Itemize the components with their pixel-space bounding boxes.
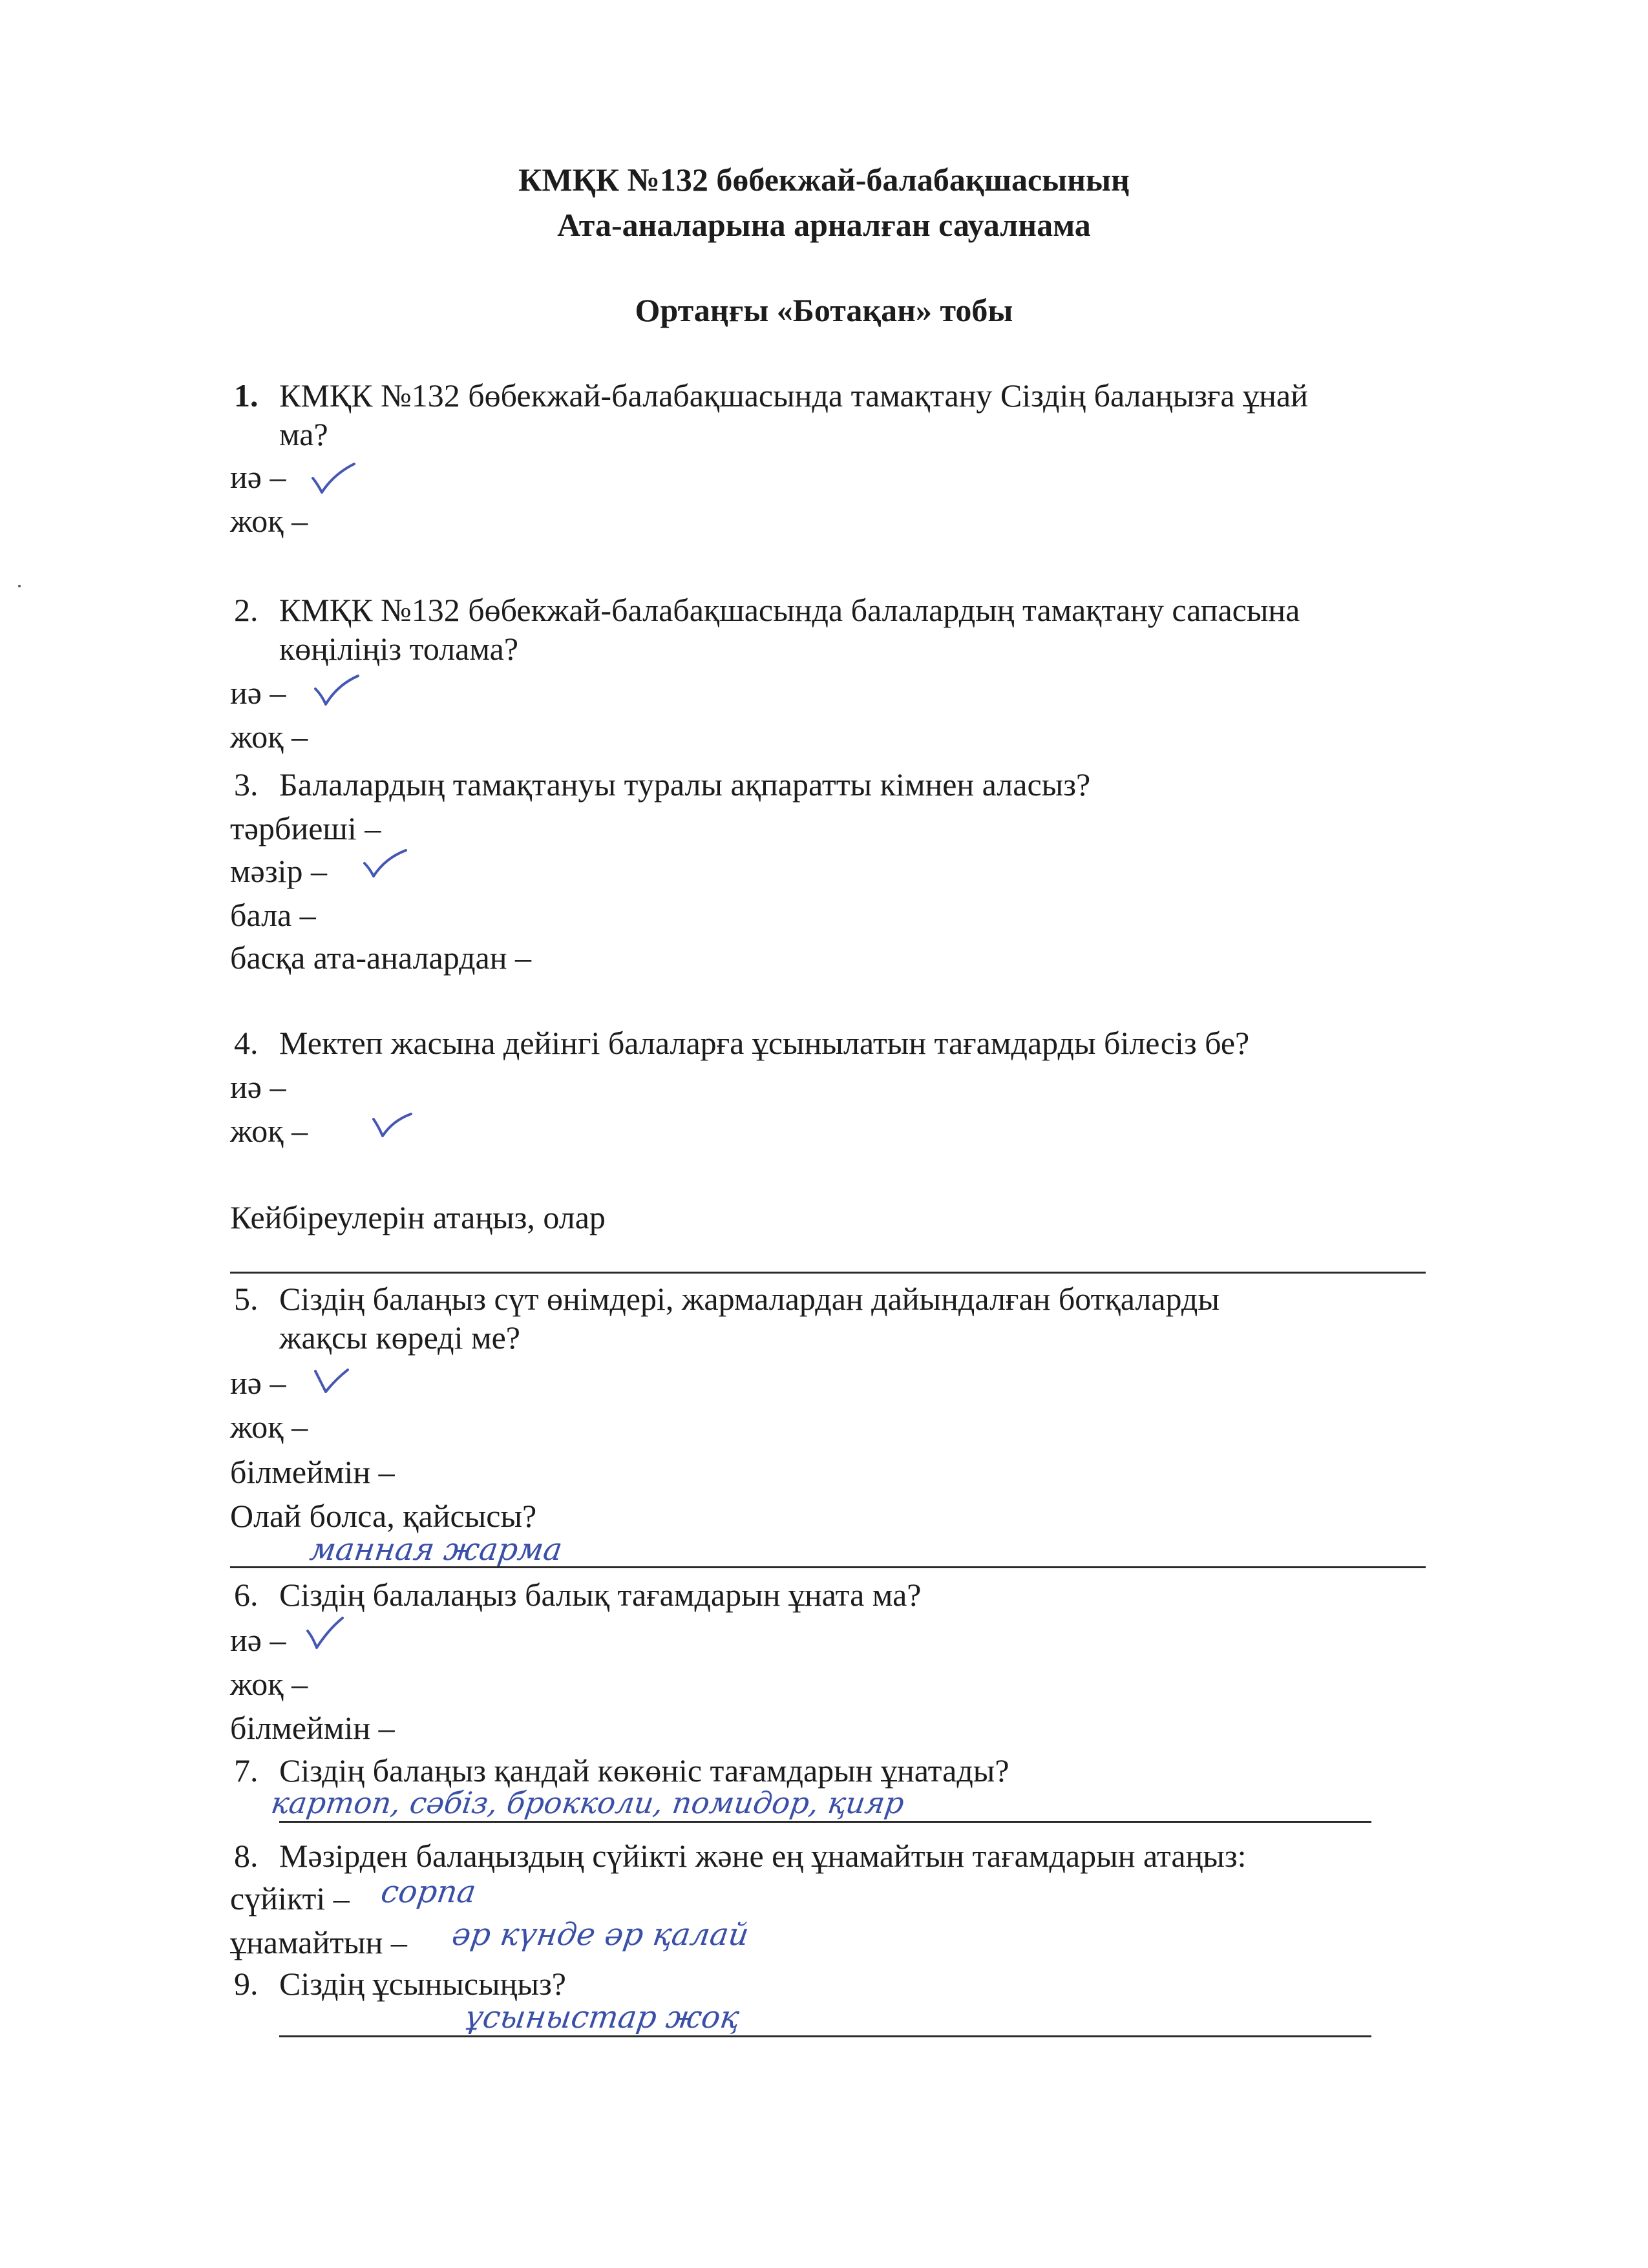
- form-subtitle: Ата-аналарына арналған сауалнама: [557, 207, 1091, 243]
- q2-option-yes: иә –: [230, 675, 286, 711]
- q1-text-cont: ма?: [279, 416, 328, 452]
- q5-text: Сіздің балаңыз сүт өнімдері, жармалардан дайындалған ботқаларды: [279, 1281, 1220, 1317]
- q5-option-no: жоқ –: [230, 1409, 308, 1445]
- q5-option-unknown: білмеймін –: [230, 1454, 395, 1490]
- q4-follow-up: Кейбіреулерін атаңыз, олар: [230, 1199, 606, 1235]
- q5-follow-up: Олай болса, қайсысы?: [230, 1498, 537, 1534]
- q4-text: Мектеп жасына дейінгі балаларға ұсынылатын тағамдарды білесіз бе?: [279, 1025, 1250, 1061]
- q6-text: Сіздің балалаңыз балық тағамдарын ұната ма?: [279, 1577, 922, 1613]
- q1-text: КМҚК №132 бөбекжай-балабақшасында тамақтану Сіздің балаңызға ұнай: [279, 377, 1308, 414]
- q4-option-yes: иә –: [230, 1069, 286, 1105]
- q2-option-no: жоқ –: [230, 719, 308, 755]
- checkmark-icon: [312, 672, 363, 711]
- q6-number: 6.: [234, 1577, 259, 1613]
- q7-text: Сіздің балаңыз қандай көкөніс тағамдарын ұнатады?: [279, 1752, 1009, 1789]
- q5-number: 5.: [234, 1281, 259, 1317]
- q8-favorite-answer: сорпа: [379, 1874, 478, 1910]
- q3-option-child: бала –: [230, 897, 316, 933]
- checkmark-icon: [302, 1615, 354, 1654]
- q2-number: 2.: [234, 592, 259, 628]
- q6-option-yes: иә –: [230, 1622, 286, 1658]
- q4-answer-line: [230, 1272, 1426, 1274]
- checkmark-icon: [359, 845, 411, 884]
- checkmark-icon: [370, 1106, 421, 1145]
- q5-text-cont: жақсы көреді ме?: [279, 1319, 520, 1356]
- q3-option-other-parents: басқа ата-аналардан –: [230, 940, 531, 976]
- q6-option-unknown: білмеймін –: [230, 1710, 395, 1746]
- q5-option-yes: иә –: [230, 1365, 286, 1401]
- q9-answer-line: [279, 2035, 1371, 2037]
- q5-handwritten-answer: манная жарма: [308, 1531, 565, 1568]
- q8-disliked-label: ұнамайтын –: [230, 1924, 407, 1960]
- q4-option-no: жоқ –: [230, 1113, 308, 1149]
- q7-answer-line: [279, 1821, 1371, 1823]
- group-name: Ортаңғы «Ботақан» тобы: [635, 292, 1013, 328]
- q8-favorite-label: сүйікті –: [230, 1880, 350, 1916]
- q9-handwritten-answer: ұсыныстар жоқ: [463, 1999, 742, 2035]
- q6-option-no: жоқ –: [230, 1666, 308, 1702]
- q3-option-teacher: тәрбиеші –: [230, 810, 381, 846]
- q1-option-no: жоқ –: [230, 503, 308, 539]
- q5-answer-line: [230, 1566, 1426, 1568]
- q3-number: 3.: [234, 766, 259, 803]
- q9-text: Сіздің ұсынысыңыз?: [279, 1966, 566, 2002]
- q2-text: КМҚК №132 бөбекжай-балабақшасында балалардың тамақтану сапасына: [279, 592, 1300, 628]
- scan-speck: [18, 585, 21, 587]
- q7-handwritten-answer: картоп, сәбіз, брокколи, помидор, қияр: [269, 1785, 907, 1820]
- checkmark-icon: [309, 460, 361, 499]
- q1-number: 1.: [234, 377, 259, 414]
- form-title: КМҚК №132 бөбекжай-балабақшасының: [518, 162, 1130, 198]
- q7-number: 7.: [234, 1752, 259, 1789]
- checkmark-icon: [312, 1366, 357, 1398]
- q8-number: 8.: [234, 1838, 259, 1874]
- q1-option-yes: иә –: [230, 459, 286, 495]
- q4-number: 4.: [234, 1025, 259, 1061]
- q3-option-menu: мәзір –: [230, 853, 327, 889]
- q9-number: 9.: [234, 1966, 259, 2002]
- q3-text: Балалардың тамақтануы туралы ақпаратты кімнен аласыз?: [279, 766, 1091, 803]
- q8-disliked-answer: әр күнде әр қалай: [450, 1916, 752, 1953]
- q2-text-cont: көңіліңіз толама?: [279, 631, 519, 667]
- q8-text: Мәзірден балаңыздың сүйікті және ең ұнамайтын тағамдарын атаңыз:: [279, 1838, 1247, 1874]
